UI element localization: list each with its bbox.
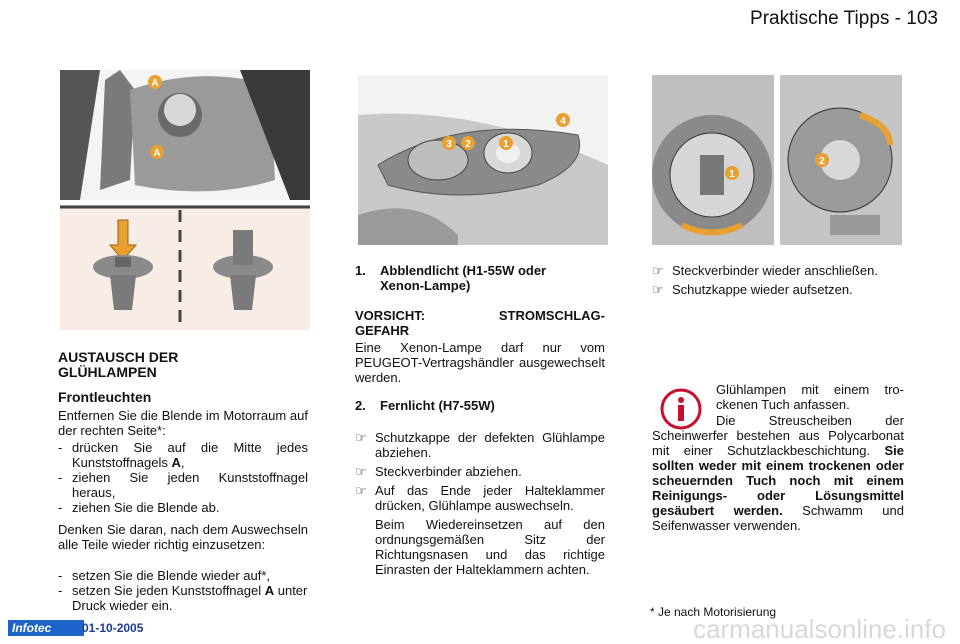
list-item — [652, 282, 904, 297]
footnote: * Je nach Motorisierung — [650, 605, 777, 619]
col1-intro: Entfernen Sie die Blende im Motorraum auf der rechten Seite*: — [58, 408, 308, 438]
bullet-text: Schutzkappe der defekten Glühlampe abziehen. — [375, 430, 605, 460]
step-bold: A — [264, 583, 275, 598]
info-p1: Glühlampen mit einem trockenen Tuch anfassen. — [716, 382, 904, 412]
item1-line2: Xenon-Lampe) — [380, 278, 471, 293]
bullet-text: Steckverbinder wieder anschließen. — [672, 263, 878, 278]
info-p2 — [652, 413, 904, 533]
watermark-site: carmanualsonline.info — [693, 614, 946, 644]
rear-label-2: 2 — [819, 156, 825, 167]
engine-bay-image — [60, 70, 310, 200]
step-bold: A — [171, 455, 181, 470]
pointer-icon: ☞ — [652, 282, 664, 297]
pointer-icon: ☞ — [652, 263, 664, 278]
label-1: 1 — [503, 139, 509, 150]
info-p2-tail: Schwamm und Seifenwasser verwenden. — [652, 503, 904, 533]
step-text: drücken Sie auf die Mitte jedes Kunststoffnagels — [72, 440, 308, 470]
section-heading-line2: GLÜHLAMPEN — [58, 364, 157, 380]
headlight-image — [358, 75, 608, 245]
bullet-text: Schutzkappe wieder aufsetzen. — [672, 282, 853, 297]
label-4: 4 — [560, 116, 566, 127]
bulb-removal-image — [652, 75, 774, 245]
list-item — [355, 464, 605, 479]
warning-title — [355, 308, 605, 338]
item2 — [355, 398, 605, 413]
step-tail: , — [180, 455, 185, 470]
infotec-logo: Infotec — [8, 620, 84, 636]
item2-num: 2. — [355, 398, 366, 413]
bullet-text: Steckverbinder abziehen. — [375, 464, 522, 479]
list-item: - ziehen Sie die Blende ab. — [58, 500, 220, 515]
list-item: - setzen Sie die Blende wieder auf*, — [58, 568, 271, 583]
warning-line2: GEFAHR — [355, 323, 410, 338]
col1-reminder: Denken Sie daran, nach dem Auswechseln alle Teile wieder richtig einzusetzen: — [58, 522, 308, 552]
warning-text: Eine Xenon-Lampe darf nur vom PEUGEOT-Vertragshändler ausgewechselt werden. — [355, 340, 605, 385]
step-text: ziehen Sie die Blende ab. — [72, 500, 220, 515]
list-item: - ziehen Sie jeden Kunststoffnagel heraus, — [58, 470, 308, 500]
list-item — [355, 430, 605, 460]
label-3: 3 — [446, 139, 452, 150]
bullet-text: Auf das Ende jeder Halteklammer drücken, Glühlampe auswechseln. — [375, 483, 605, 513]
info-p2-normal: Die Streuscheiben der Scheinwerfer bestehen aus Polycarbonat mit einer Schutzlackbeschichtung. — [652, 413, 904, 458]
label-a-top: A — [151, 78, 159, 89]
item2-label: Fernlicht (H7-55W) — [380, 398, 495, 413]
list-item — [355, 483, 605, 513]
section-heading — [58, 350, 178, 380]
col3-bullets — [652, 263, 904, 297]
col1-steps2 — [58, 568, 308, 613]
label-a-bottom: A — [153, 148, 161, 159]
pointer-icon: ☞ — [355, 464, 367, 479]
label-2: 2 — [465, 139, 471, 150]
cap-removal-image — [780, 75, 902, 245]
step-tail: unter Druck wieder ein. — [72, 583, 308, 613]
col2-bullets — [355, 430, 605, 577]
col1-steps — [58, 440, 308, 515]
warning-word2: STROMSCHLAG- — [498, 308, 605, 323]
col2-note: Beim Wiedereinsetzen auf den ordnungsgemäßen Sitz der Richtungsnasen und das richtige Einrasten der Halteklammern achten. — [375, 517, 605, 577]
clip-removal-image — [60, 205, 310, 330]
subheading: Frontleuchten — [58, 389, 152, 405]
list-item: - setzen Sie jeden Kunststoffnagel A unter Druck wieder ein. — [58, 583, 308, 613]
item1-num: 1. — [355, 263, 366, 278]
pointer-icon: ☞ — [355, 430, 367, 445]
step-text: setzen Sie die Blende wieder auf*, — [72, 568, 271, 583]
step-text: ziehen Sie jeden Kunststoffnagel heraus, — [72, 470, 308, 500]
footer-date: 01-10-2005 — [82, 621, 144, 635]
rear-label-1: 1 — [729, 169, 735, 180]
section-heading-line1: AUSTAUSCH DER — [58, 349, 179, 365]
list-item — [652, 263, 904, 278]
list-item: - drücken Sie auf die Mitte jedes Kunststoffnagels A, — [58, 440, 308, 470]
pointer-icon: ☞ — [355, 483, 367, 498]
step-text: setzen Sie jeden Kunststoffnagel — [72, 583, 265, 598]
warning-word1: VORSICHT: — [355, 308, 426, 323]
info-p2-bold: Sie sollten weder mit einem trockenen oder scheuernden Tuch noch mit einem Reinigungs- oder Lösungsmittel gesäubert werden. — [652, 443, 904, 518]
item1 — [355, 263, 605, 293]
item1-line1: Abblendlicht (H1-55W oder — [380, 263, 547, 278]
page-header: Praktische Tipps - 103 — [750, 8, 938, 29]
